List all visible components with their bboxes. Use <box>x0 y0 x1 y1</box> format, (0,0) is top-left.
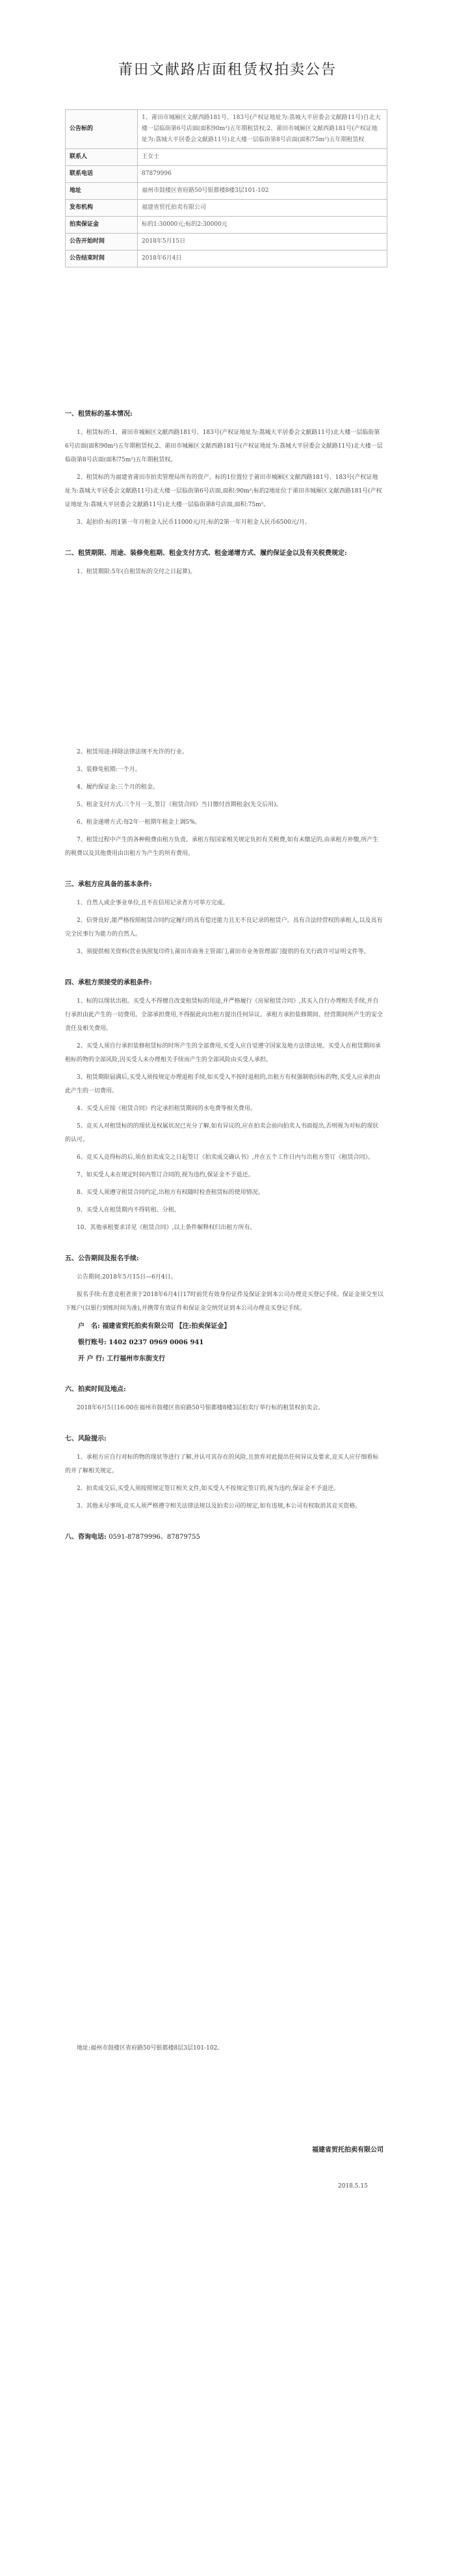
section-title: 七、风险提示: <box>65 1435 107 1443</box>
paragraph: 1、承租方应自行对标的物的现状等进行了解,并认可其存在的风险,且放弃对此提出任何异议及要求,竞买人应仔细看标的并了解相关规定。 <box>65 1454 379 1474</box>
info-table <box>65 109 387 267</box>
paragraph: 3、须提供相关资料(营业执照复印件),莆田市商务主管部门,莆田市业务管理部门提供的有关行政许可证明文件等。 <box>77 949 370 955</box>
section-title <box>65 1530 384 1544</box>
paragraph: 6、竞买人竞得标的后,须在拍卖成交之日起签订《拍卖成交确认书》,并在五个工作日内与出租方签订《租赁合同》。 <box>77 1154 374 1161</box>
section-title: 一、租赁标的基本情况: <box>65 411 133 418</box>
page-title: 莆田文献路店面租赁权拍卖公告 <box>118 62 337 78</box>
info-key: 地址 <box>66 183 138 200</box>
info-key: 公告开始时间 <box>66 234 138 251</box>
paragraph: 5、租金支付方式:三个月一支,签订《租赁合同》当日缴付首期租金(先交后用)。 <box>77 802 282 808</box>
paragraph: 3、起拍价:标的1第一年月租金人民币11000元/月;标的2第一年月租金人民币6500元/月。 <box>77 519 311 526</box>
paragraph: 2、拍卖成交后,买受人须按照规定签订相关文件,如买受人不按规定签订的,视为违约,保证金不予退还。 <box>77 1485 340 1492</box>
paragraph: 2、租赁用途:择除法律法规不允许的行业。 <box>77 749 188 755</box>
info-value: 福州市鼓楼区省府路50号银都楼8楼3层101-102 <box>138 183 387 200</box>
paragraph: 10、其他承租要求详见《租赁合同》,以上条件解释权归出租方所有。 <box>77 1225 256 1231</box>
paragraph: 4、履约保证金:三个月的租金。 <box>77 784 159 791</box>
section-title: 三、承租方应具备的基本条件: <box>65 881 152 888</box>
info-value: 2018年6月4日 <box>138 251 387 267</box>
footer-address: 地址:福州市鼓楼区省府路50号银都楼8层3层101-102。 <box>77 2045 224 2052</box>
info-key: 公告结束时间 <box>66 251 138 267</box>
account-number: 1402 0237 0969 0006 941 <box>109 1339 204 1346</box>
account-name-label: 户 名: <box>78 1323 100 1330</box>
section-title: 二、租赁期限、用途、装修免租期、租金支付方式、租金递增方式、履约保证金以及有关税费规定: <box>65 550 347 557</box>
account-name: 福建省贸托拍卖有限公司 <box>102 1323 174 1330</box>
paragraph: 3、其他未尽事项,竞买人须严格遵守相关法律法规以及拍卖公司的规定,如有违规,本公司有权取消其竞买资格。 <box>77 1503 361 1510</box>
account-note: 【注:拍卖保证金】 <box>176 1323 231 1330</box>
paragraph: 1、自然人或企事业单位,且不在信用记录者方可举方完成。 <box>77 900 229 906</box>
bank-name: 工行福州市东街支行 <box>107 1355 166 1363</box>
info-row <box>66 200 387 217</box>
paragraph: 2、信誉良好,能严格按照租赁合同约定履行的具有偿还能力且无不良记录的租赁户。具有合法经营权的承租人,以及具有完全民事行为能力的自然人。 <box>65 917 383 938</box>
info-value: 王女士 <box>138 149 387 166</box>
announcement-body <box>65 390 384 1549</box>
phone-numbers: 0591-87879996、87879755 <box>109 1534 200 1541</box>
info-value: 1、莆田市城厢区文献西路181号、183号(产权证地址为:荔城大平居委会文献路11号)自北大楼一层临街第6号店面(面积90m²)五年期租赁权;2、莆田市城厢区文献西路181号(产权证地址为:荔城大平居委会文献路11号)北大楼一层临街第8号店面(面积75m²)五年期租赁权 <box>138 110 387 149</box>
info-row <box>66 234 387 251</box>
info-row <box>66 251 387 267</box>
info-key: 联系人 <box>66 149 138 166</box>
company-signature: 福建省贸托拍卖有限公司 <box>312 2147 384 2154</box>
paragraph: 3、租赁期限届满后,买受人须按规定办理退租手续,如买受人不按时退租的,出租方有权强制收回标的物,买受人应承担由此产生的一切费用。 <box>65 1074 381 1094</box>
account-number-label: 银行账号: <box>78 1339 107 1346</box>
info-row <box>66 183 387 200</box>
section-title: 五、公告期间及报名手续: <box>65 1255 139 1262</box>
paragraph: 4、买受人应按《租赁合同》约定承担租赁期间的水电费等相关费用。 <box>77 1105 256 1112</box>
info-key: 联系电话 <box>66 166 138 183</box>
info-key: 发布机构 <box>66 200 138 217</box>
bank-label: 开 户 行: <box>78 1355 105 1363</box>
account-number-line <box>78 1336 384 1349</box>
phone-label: 八、咨询电话: <box>65 1534 107 1541</box>
section-title: 六、拍卖时间及地点: <box>65 1386 126 1393</box>
section-title: 四、承租方须接受的承租条件: <box>65 979 152 986</box>
paragraph: 9、买受人在租赁期内不得转租、分租。 <box>77 1207 180 1213</box>
paragraph: 7、如买受人未在规定时间内签订合同的,视为违约,保证金不予退还。 <box>77 1172 254 1178</box>
blank-space <box>65 583 384 746</box>
paragraph: 8、买受人须遵守租赁合同约定,出租方有权随时检查租赁标的使用情况。 <box>77 1189 264 1196</box>
info-value: 标的1:30000元;标的2:30000元 <box>138 217 387 234</box>
info-row <box>66 149 387 166</box>
account-name-line <box>78 1320 384 1333</box>
paragraph: 2、买受人须自行承担装修租赁标的时所产生的全部费用,买受人应自觉遵守国家及地方法律法规。买受人在租赁期间承租标的物的全部风险,因买受人未办理相关手续而产生的全部风险由买受人承担。 <box>65 1043 381 1063</box>
info-row <box>66 166 387 183</box>
paragraph: 3、装修免租期:一个月。 <box>77 766 141 773</box>
info-key: 拍卖保证金 <box>66 217 138 234</box>
paragraph: 公告期间:2018年5月15日—6月4日。 <box>77 1274 177 1281</box>
info-value: 福建省贸托拍卖有限公司 <box>138 200 387 217</box>
info-value: 87879996 <box>138 166 387 183</box>
bank-line <box>78 1352 384 1366</box>
paragraph: 7、租赁过程中产生的各种税费由租方负责。承租方按国家相关规定负担有关税费,如有未缴足的,由承租方补缴,所产生的税费以及其他费用由出租方为产生的所有费用。 <box>65 837 379 857</box>
info-key: 公告标的 <box>66 110 138 149</box>
paragraph: 2、租赁标的为福建省莆田市拍卖管理局所有的资产。标的1位置位于莆田市城厢区文献西路181号、183号(产权证地址为:荔城大平居委会文献路11号)北大楼一层临街第6号店面,面积:90m²;标的2地址位于莆田市城厢区文献西路181号(产权证地址为:荔城大平居委会文献路11号)北大楼一层临街第8号店面,面积:75m²。 <box>65 474 382 508</box>
paragraph: 1、标的以现状出租。买受人不得擅自改变租赁标的用途,并严格履行《房屋租赁合同》,其买入自行办理相关手续,并自行承担由此产生的一切费用。全部承担费用,不得据此向出租方提出任何异议。承租方承担装修期间、经营期间所产生的安全责任及相关费用。 <box>65 998 383 1032</box>
announcement-date: 2018.5.15 <box>338 2183 368 2190</box>
paragraph: 报名手续:有意竞租者须于2018年6月4日17时前凭有效身份证件及保证金到本公司办理竞买登记手续。保证金须交至以下账户(以银行到账时间为准),并携带有效证件和保证金交纳凭证到本公司办理竞买登记手续。 <box>65 1292 384 1312</box>
paragraph: 2018年6月5日16:00在福州市鼓楼区省府路50号银都楼8楼3层拍卖厅举行标的租赁权拍卖会。 <box>77 1405 324 1411</box>
paragraph: 5、竞买人对租赁标的的现状及权属状况已充分了解,如有异议的,应在拍卖会前向拍卖人书面提出,否则视为对标的现状的认可。 <box>65 1123 379 1143</box>
info-value: 2018年5月15日 <box>138 234 387 251</box>
info-row <box>66 110 387 149</box>
paragraph: 6、租金递增方式:每2年一租期年租金上调5%。 <box>77 819 201 826</box>
info-row <box>66 217 387 234</box>
paragraph: 1、租赁标的:1、莆田市城厢区文献西路181号、183号(产权证地址为:荔城大平居委会文献路11号)北大楼一层临街第6号店面(面积90m²)五年期租赁权;2、莆田市城厢区文献西路181号(产权证地址为:荔城大平居委会文献路11号)北大楼一层临街第8号店面(面积75m²)五年期租赁权。 <box>65 429 383 463</box>
paragraph: 1、租赁期限:5年(自租赁标的交付之日起算)。 <box>77 569 196 575</box>
